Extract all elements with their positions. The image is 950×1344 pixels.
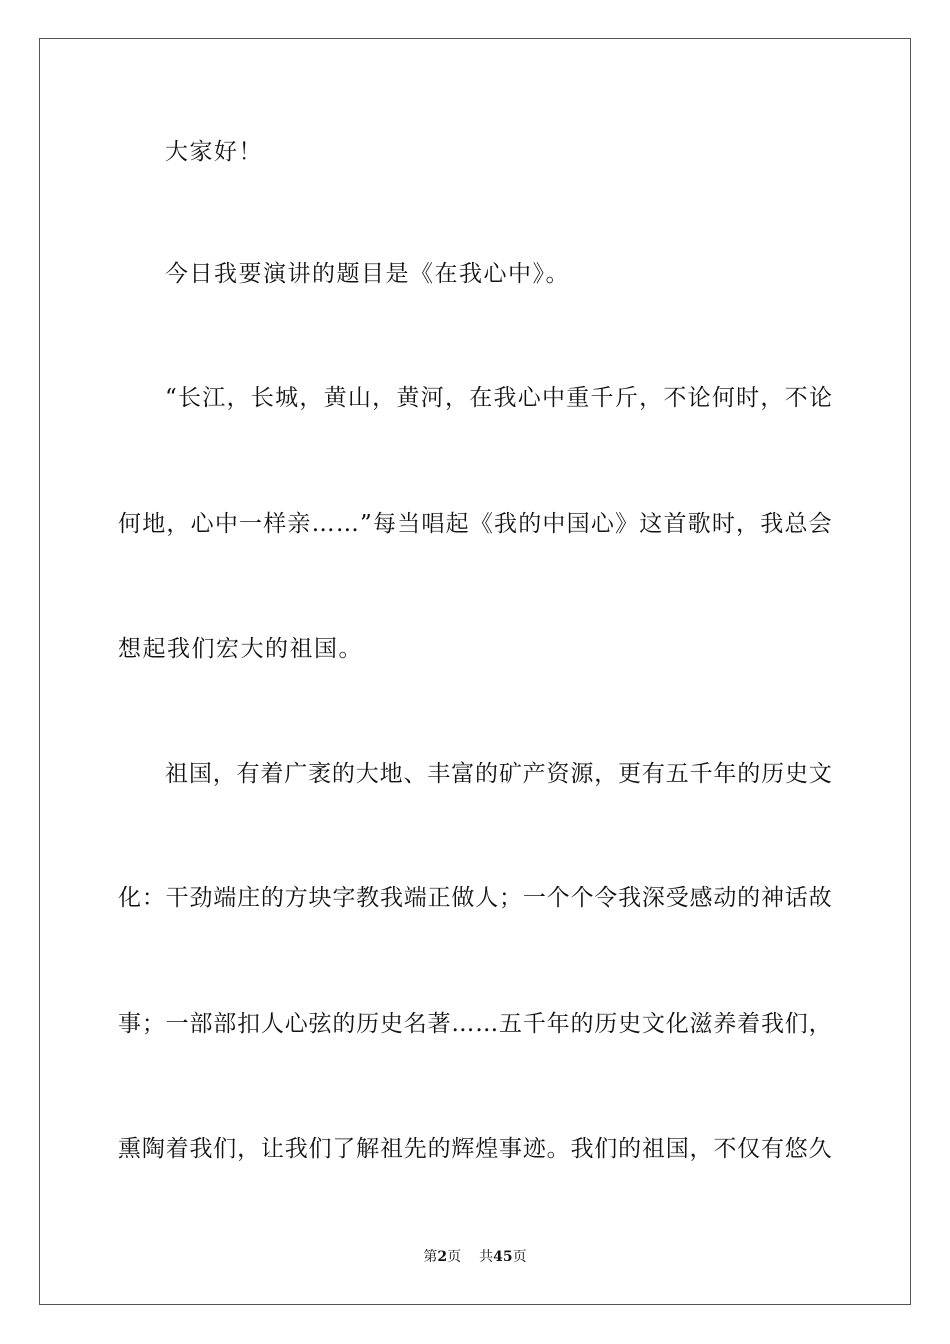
paragraph-line-6: 祖 国 ， 有 着 广 袤 的 大 地 、 丰 富 的 矿 产 资 源 ， 更 有 五 千 年 的 历 史 文 xyxy=(165,761,832,787)
footer-page-prefix: 第 xyxy=(423,1249,438,1265)
page-footer xyxy=(0,1247,950,1267)
footer-total-pages: 45 xyxy=(493,1249,513,1265)
footer-total-suffix: 页 xyxy=(512,1249,527,1265)
footer-total-prefix: 共 xyxy=(479,1249,494,1265)
footer-page-suffix: 页 xyxy=(447,1249,462,1265)
paragraph-line-7: 化 ： 干 劲 端 庄 的 方 块 字 教 我 端 正 做 人 ； 一 个 个 令 我 深 受 感 动 的 神 话 故 xyxy=(118,885,832,911)
paragraph-line-2: 今日我要演讲的题目是《在我心中》。 xyxy=(165,261,570,287)
paragraph-line-9: 熏 陶 着 我 们 ， 让 我 们 了 解 祖 先 的 辉 煌 事 迹 。 我 们 的 祖 国 ， 不 仅 有 悠 久 xyxy=(118,1136,832,1162)
paragraph-line-4: 何 地 ， 心 中 一 样 亲 … … ” 每 当 唱 起 《 我 的 中 国 心 》 这 首 歌 时 ， 我 总 会 xyxy=(118,511,832,537)
paragraph-line-8: 事 ； 一 部 部 扣 人 心 弦 的 历 史 名 著 … … 五 千 年 的 历 史 文 化 滋 养 着 我 们 ， xyxy=(118,1011,832,1037)
paragraph-line-1: 大家好！ xyxy=(165,139,263,165)
footer-page-number: 2 xyxy=(437,1249,448,1265)
paragraph-line-3: “ 长 江 ， 长 城 ， 黄 山 ， 黄 河 ， 在 我 心 中 重 千 斤 ， 不 论 何 时 ， 不 论 xyxy=(165,385,832,411)
page-border xyxy=(39,38,911,1305)
paragraph-line-5: 想起我们宏大的祖国。 xyxy=(118,636,363,662)
